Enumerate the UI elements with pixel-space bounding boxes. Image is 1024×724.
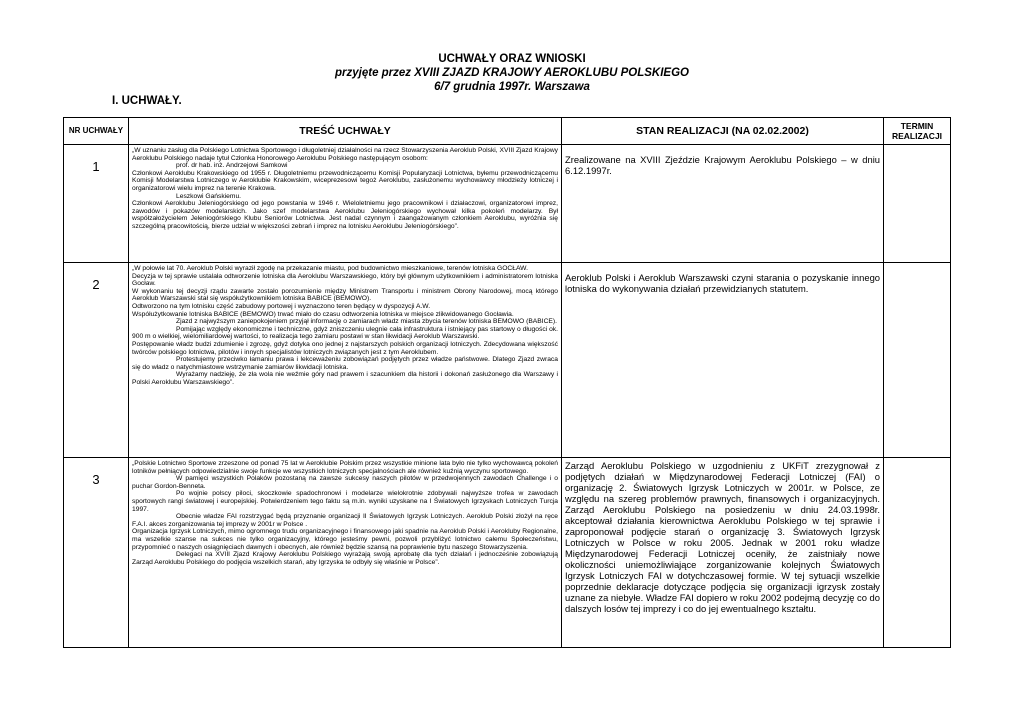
table-row (64, 263, 951, 458)
table-row (64, 458, 951, 648)
resolutions-table (63, 117, 951, 648)
resolution-paragraph: „Polskie Lotnictwo Sportowe zrzeszone od ponad 75 lat w Aeroklubie Polskim przez wszystkie minione lata było nie tylko wychowawcą pokoleń lotników pełniących odpowiedzialnie swoje funkcje we wszystkich lotniczych specjalnościach ale również kuźnią wyczynu sportowego. (132, 460, 558, 475)
resolution-paragraph: „W uznaniu zasług dla Polskiego Lotnictwa Sportowego i długoletniej działalności na rzecz Stowarzyszenia Aeroklub Polski, XVIII Zjazd Krajowy Aeroklubu Polskiego nadaje tytuł Członka Honorowego Aeroklubu Polskiego następującym osobom: (132, 147, 558, 162)
resolution-paragraph: Delegaci na XVIII Zjazd Krajowy Aeroklubu Polskiego wyrażają swoją aprobatę dla tych działań i jednocześnie zobowiązują Zarząd Aeroklubu Polskiego do podjęcia wszelkich starań, aby Igrzyska te odbyły się właśnie w Polsce”. (132, 551, 558, 566)
resolution-paragraph: Członkowi Aeroklubu Krakowskiego od 1955 r. Długoletniemu przewodniczącemu Komisji Popularyzacji Lotnictwa, byłemu przewodniczącemu Komisji Modelarstwa Lotniczego w Aeroklubie Krakowskim, wiceprezesowi tegoż Aeroklubu, zasłużonemu wychowawcy młodzieży lotniczej i organizatorowi wielu imprez na terenie Krakowa. (132, 169, 558, 192)
column-header-stan: STAN REALIZACJI (NA 02.02.2002) (562, 118, 884, 145)
column-header-termin: TERMIN REALIZACJI (884, 118, 951, 145)
column-header-nr: NR UCHWAŁY (64, 118, 129, 145)
resolution-paragraph: Obecnie władze FAI rozstrzygać będą przyznanie organizacji II Światowych Igrzysk Lotniczych. Aeroklub Polski złożył na ręce F.A.I. akces zorganizowania tej imprezy w 2001r w Polsce . (132, 513, 558, 528)
document-subtitle: przyjęte przez XVIII ZJAZD KRAJOWY AEROKLUBU POLSKIEGO (335, 67, 689, 79)
resolution-paragraph: Pomijając względy ekonomiczne i techniczne, gdyż zniszczeniu ulegnie cała infrastruktura i istniejący pas startowy o długości ok. 900 m o wielkiej, wielomiliardowej wartości, to realizacja tego zamiaru postawi w stan likwidacji Aeroklub Warszawski. (132, 325, 558, 341)
resolution-text (129, 145, 562, 263)
table-row (64, 145, 951, 263)
resolution-paragraph: Współużytkowanie lotniska BABICE (BEMOWO) trwać miało do czasu odtworzenia lotniska w miejsce zlikwidowanego Gocławia. (132, 310, 514, 318)
resolution-paragraph: Decyzja w tej sprawie ustalała odtworzenie lotniska dla Aeroklubu Warszawskiego, który był głównym użytkownikiem i administratorem lotniska Gocław. (132, 272, 558, 288)
resolution-number: 1 (64, 145, 129, 263)
resolution-paragraph: Protestujemy przeciwko łamaniu prawa i lekceważeniu zobowiązań podjętych przez władze państwowe. Dlatego Zjazd zwraca się do władz o natychmiastowe wstrzymanie zamiarów likwidacji lotniska. (132, 356, 558, 371)
document-date: 6/7 grudnia 1997r. Warszawa (434, 81, 590, 93)
resolution-paragraph: Członkowi Aeroklubu Jeleniogórskiego od jego powstania w 1946 r. Wieloletniemu jego pracownikowi i działaczowi, organizatorowi imprez, zawodów i pokazów modelarskich. Jako szef modelarstwa Aeroklubu Jeleniogórskiego wychował kilka pokoleń modelarzy. Był współzałożycielem Jeleniogórskiego Klubu Seniorów Lotnictwa. Jest nadal czynnym i zaangażowanym członkiem Aeroklubu, wyróżnia się szczególną pracowitością, bierze udział w większości zebrań i imprez na lotnisku Aeroklubu Jeleniogórskiego”. (132, 200, 558, 230)
resolution-text (129, 263, 562, 458)
implementation-status: Aeroklub Polski i Aeroklub Warszawski czyni starania o pozyskanie innego lotniska do wykonywania działań przewidzianych statutem. (562, 263, 884, 458)
resolution-text (129, 458, 562, 648)
implementation-status: Zrealizowane na XVIII Zjeździe Krajowym Aeroklubu Polskiego – w dniu 6.12.1997r. (562, 145, 884, 263)
resolution-paragraph: Wyrażamy nadzieję, że zła wola nie weźmie góry nad prawem i szacunkiem dla historii i dokonań zasłużonego dla Warszawy i Polski Aeroklubu Warszawskiego”. (132, 371, 558, 386)
resolution-paragraph: Odtworzono na tym lotnisku część zabudowy portowej i wyznaczono teren będący w dyspozycji A.W. (132, 302, 431, 310)
resolution-paragraph: Postępowanie władz budzi zdumienie i zgrozę, gdyż dotyka ono jednej z najstarszych polskich organizacji lotniczych. Zdecydowana większość twórców polskiego lotnictwa, pilotów i innych specjalistów lotniczych związanych jest z tym Aeroklubem. (132, 340, 558, 356)
resolution-number: 2 (64, 263, 129, 458)
implementation-deadline (884, 458, 951, 648)
resolution-paragraph: Po wojnie polscy piloci, skoczkowie spadochronowi i modelarze wielokrotnie zdobywali najwyższe trofea w zawodach sportowych rangi światowej i europejskiej. Potwierdzeniem tego faktu są m.in. wyniki uzyskane na I Światowych Igrzyskach Lotniczych Turcja 1997. (132, 490, 558, 513)
resolution-paragraph: Organizacja Igrzysk Lotniczych, mimo ogromnego trudu organizacyjnego i finansowego jaki spadnie na Aeroklub Polski i Aerokluby Regionalne, ma wszelkie szanse na sukces nie tylko organizacyjny, którego jesteśmy pewni, pozwoli przybliżyć lotnictwo całemu Społeczeństwu, przypomnieć o naszych osiągnięciach dawnych i obecnych, ale również będzie szansą na poprawienie bytu naszego Stowarzyszenia. (132, 528, 558, 551)
implementation-status: Zarząd Aeroklubu Polskiego w uzgodnieniu z UKFiT zrezygnował z podjętych działań w Międzynarodowej Federacji Lotniczej (FAI) o organizację 2. Światowych Igrzysk Lotniczych w 2001r. w Polsce, ze względu na szereg problemów prawnych, finansowych i organizacyjnych. Zarząd Aeroklubu Polskiego na posiedzeniu w dniu 24.03.1998r. akceptował działania kierownictwa Aeroklubu Polskiego w tej sprawie i zaproponował podjęcie starań o organizację 3. Światowych Igrzysk Lotniczych w Polsce w roku 2005. Jednak w 2001 roku władze Międzynarodowej Federacji Lotniczej oceniły, że zaistniały nowe okoliczności uniemożliwiające zorganizowanie kolejnych Światowych Igrzysk Lotniczych FAI w dotychczasowej formie. W tej sytuacji wszelkie poprzednie deklaracje dotyczące podjęcia się organizacji igrzysk zostały uznane za niebyłe. Władze FAI dopiero w roku 2002 podejmą decyzję co do dalszych losów tej imprezy i co do jej ewentualnego kształtu. (562, 458, 884, 648)
implementation-deadline (884, 263, 951, 458)
column-header-tresc: TREŚĆ UCHWAŁY (129, 118, 562, 145)
section-heading: I. UCHWAŁY. (112, 95, 182, 107)
resolution-paragraph: „W połowie lat 70. Aeroklub Polski wyraził zgodę na przekazanie miastu, pod budownictwo mieszkaniowe, terenów lotniska GOCŁAW. (132, 265, 528, 272)
resolution-paragraph: Zjazd z najwyższym zaniepokojeniem przyjął informację o zamiarach władz miasta zbycia terenów lotniska BEMOWO (BABICE). (176, 318, 557, 326)
implementation-deadline (884, 145, 951, 263)
resolution-paragraph: W pamięci wszystkich Polaków pozostaną na zawsze sukcesy naszych pilotów w przedwojennych zawodach Challenge i o puchar Gordon-Benneta. (132, 475, 558, 490)
document-title: UCHWAŁY ORAZ WNIOSKI (438, 53, 586, 65)
resolution-number: 3 (64, 458, 129, 648)
resolution-paragraph: prof. dr hab. inż. Andrzejowi Samkowi (176, 162, 288, 170)
resolution-paragraph: W wykonaniu tej decyzji rządu zawarte zostało porozumienie między Ministrem Transportu i ministrem Obrony Narodowej, mocą którego Aeroklub Warszawski stał się współużytkownikiem lotniska BABICE (BEMOWO). (132, 287, 558, 303)
resolution-paragraph: Leszkowi Gańskiemu. (176, 192, 242, 200)
